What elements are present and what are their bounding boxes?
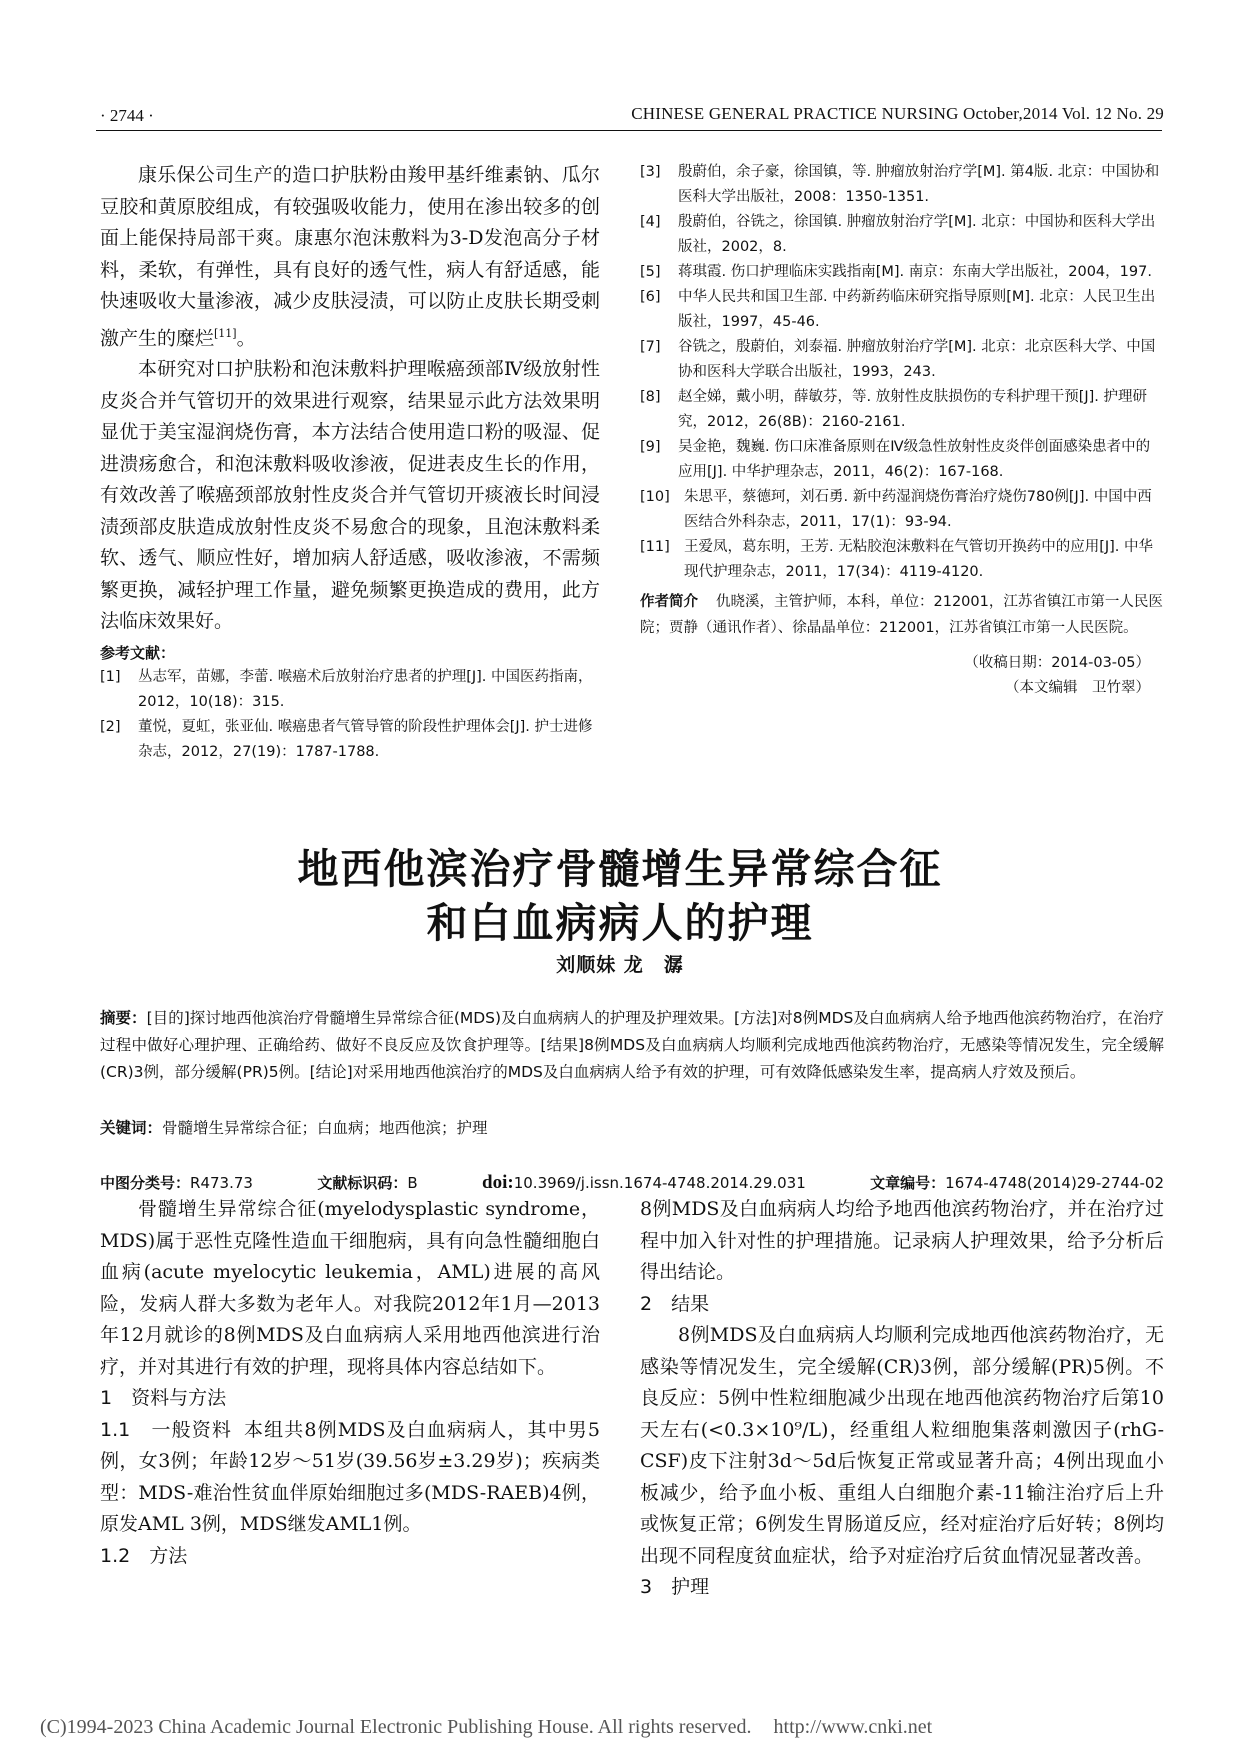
page-number: · 2744 · [100,106,154,125]
author-bio-label: 作者简介 [640,594,698,610]
editor-note: （本文编辑 卫竹翠） [1005,680,1150,696]
reference-item: [2] 董悦，夏虹，张亚仙. 喉癌患者气管导管的阶段性护理体会[J]. 护士进修杂志，2012，27(19)：1787-1788. [100,718,593,760]
reference-item: [1] 丛志军，苗娜，李蕾. 喉癌术后放射治疗患者的护理[J]. 中国医药指南，2012，10(18)：315. [100,668,593,710]
keywords [100,1116,1164,1138]
reference-item: [8] 赵全娣，戴小明，薛敏芬，等. 放射性皮肤损伤的专科护理干预[J]. 护理研究，2012，26(8B)：2160-2161. [640,389,1148,430]
header-rule [96,130,1162,131]
abstract [100,1005,1164,1086]
keywords-text: 骨髓增生异常综合征；白血病；地西他滨；护理 [162,1119,488,1137]
subsection-heading: 1.1 一般资料 [100,1418,233,1441]
prev-article-left-column [100,160,600,765]
article-right-column [640,1194,1164,1604]
section-heading: 3 护理 [640,1576,710,1598]
journal-header: CHINESE GENERAL PRACTICE NURSING October,2014 Vol. 12 No. 29 [631,104,1164,123]
copyright-footer: (C)1994-2023 China Academic Journal Electronic Publishing House. All rights reserved. http://www.cnki.net [40,1716,933,1738]
citation-marker: [11] [214,326,237,340]
section-heading: 1 资料与方法 [100,1387,227,1409]
article-number: 文章编号：1674-4748(2014)29-2744-02 [870,1174,1164,1192]
doi: doi:10.3969/j.issn.1674-4748.2014.29.031 [482,1172,806,1193]
keywords-label: 关键词： [100,1119,163,1137]
article-title-line-2: 和白血病病人的护理 [426,899,814,947]
prev-paragraph-1: 康乐保公司生产的造口护肤粉由羧甲基纤维素钠、瓜尔豆胶和黄原胶组成，有较强吸收能力，使用在渗出较多的创面上能保持局部干爽。康惠尔泡沫敷料为3-D发泡高分子材料，柔软，有弹性，具有良好的透气性，病人有舒适感，能快速吸收大量渗液，减少皮肤浸渍，可以防止皮肤长期受刺激产生的糜烂[11]。 [100,164,600,349]
reference-item: [7] 谷铣之，殷蔚伯，刘泰福. 肿瘤放射治疗学[M]. 北京：北京医科大学、中国协和医科大学联合出版社，1993，243. [640,339,1156,380]
clc-code: 中图分类号：R473.73 [100,1174,253,1192]
cnki-link[interactable]: http://www.cnki.net [773,1716,933,1738]
subsection-1-1: 1.1 一般资料 本组共8例MDS及白血病病人，其中男5例，女3例；年龄12岁～51岁(39.56岁±3.29岁)；疾病类型：MDS-难治性贫血伴原始细胞过多(MDS-RAEB)4例，原发AML 3例，MDS继发AML1例。 [100,1418,600,1535]
reference-item: [6] 中华人民共和国卫生部. 中药新药临床研究指导原则[M]. 北京：人民卫生出版社，1997，45-46. [640,289,1156,330]
article-left-column [100,1194,600,1572]
prev-paragraph-2: 本研究对口护肤粉和泡沫敷料护理喉癌颈部Ⅳ级放射性皮炎合并气管切开的效果进行观察，结果显示此方法效果明显优于美宝湿润烧伤膏，本方法结合使用造口粉的吸湿、促进溃疡愈合，和泡沫敷料吸收渗液，促进表皮生长的作用，有效改善了喉癌颈部放射性皮炎合并气管切开痰液长时间浸渍颈部皮肤造成放射性皮炎不易愈合的现象，且泡沫敷料柔软、透气、顺应性好，增加病人舒适感，吸收渗液，不需频繁更换，减轻护理工作量，避免频繁更换造成的费用，此方法临床效果好。 [100,358,600,633]
references-title: 参考文献： [100,643,176,662]
reference-item: [5] 蒋琪霞. 伤口护理临床实践指南[M]. 南京：东南大学出版社，2004，197. [640,264,1152,280]
article-title-line-1: 地西他滨治疗骨髓增生异常综合征 [297,845,943,893]
intro-paragraph: 骨髓增生异常综合征(myelodysplastic syndrome，MDS)属于恶性克隆性造血干细胞病，具有向急性髓细胞白血病(acute myelocytic leukemia，AML)进展的高风险，发病人群大多数为老年人。对我院2012年1月—2013年12月就诊的8例MDS及白血病病人采用地西他滨进行治疗，并对其进行有效的护理，现将具体内容总结如下。 [100,1198,600,1378]
section-heading: 2 结果 [640,1292,710,1315]
subsection-heading: 1.2 方法 [100,1544,188,1567]
reference-item: [9] 吴金艳，魏巍. 伤口床准备原则在Ⅳ级急性放射性皮炎伴创面感染患者中的应用[J]. 中华护理杂志，2011，46(2)：167-168. [640,439,1151,480]
author-bio [640,589,1164,641]
received-date: （收稿日期：2014-03-05） [964,655,1150,671]
results-paragraph: 8例MDS及白血病病人均顺利完成地西他滨药物治疗，无感染等情况发生，完全缓解(CR)3例，部分缓解(PR)5例。不良反应：5例中性粒细胞减少出现在地西他滨药物治疗后第10天左右(<0.3×10⁹/L)，经重组人粒细胞集落刺激因子(rhG-CSF)皮下注射3d～5d后恢复正常或显著升高；4例出现血小板减少，给予血小板、重组人白细胞介素-11输注治疗后上升或恢复正常；6例发生胃肠道反应，经对症治疗后好转；8例均出现不同程度贫血症状，给予对症治疗后贫血情况显著改善。 [640,1324,1164,1567]
document-code: 文献标识码：B [317,1174,418,1192]
classification-line [100,1172,1164,1194]
methods-paragraph: 8例MDS及白血病病人均给予地西他滨药物治疗，并在治疗过程中加入针对性的护理措施。记录病人护理效果，给予分析后得出结论。 [640,1198,1164,1283]
article-authors: 刘顺妹 龙 潺 [556,954,684,976]
prev-article-right-column [640,160,1164,701]
abstract-label: 摘要： [100,1009,147,1027]
subsection-1-2 [100,1541,600,1573]
author-bio-text: 仇晓溪，主管护师，本科，单位：212001，江苏省镇江市第一人民医院；贾静（通讯作者）、徐晶晶单位：212001，江苏省镇江市第一人民医院。 [640,594,1163,636]
reference-item: [3] 殷蔚伯，余子豪，徐国镇，等. 肿瘤放射治疗学[M]. 第4版. 北京：中国协和医科大学出版社，2008：1350-1351. [640,164,1160,205]
reference-item: [4] 殷蔚伯，谷铣之，徐国镇. 肿瘤放射治疗学[M]. 北京：中国协和医科大学出版社，2002，8. [640,214,1156,255]
reference-item: [10] 朱思平，蔡德珂，刘石勇. 新中药湿润烧伤膏治疗烧伤780例[J]. 中国中西医结合外科杂志，2011，17(1)：93-94. [640,489,1152,530]
reference-item: [11] 王爱凤，葛东明，王芳. 无粘胶泡沫敷料在气管切开换药中的应用[J]. 中华现代护理杂志，2011，17(34)：4119-4120. [640,539,1154,580]
abstract-text: [目的]探讨地西他滨治疗骨髓增生异常综合征(MDS)及白血病病人的护理及护理效果。[方法]对8例MDS及白血病病人给予地西他滨药物治疗，在治疗过程中做好心理护理、正确给药、做好不良反应及饮食护理等。[结果]8例MDS及白血病病人均顺利完成地西他滨药物治疗，无感染等情况发生，完全缓解(CR)3例，部分缓解(PR)5例。[结论]对采用地西他滨治疗的MDS及白血病病人给予有效的护理，可有效降低感染发生率，提高病人疗效及预后。 [100,1009,1164,1081]
